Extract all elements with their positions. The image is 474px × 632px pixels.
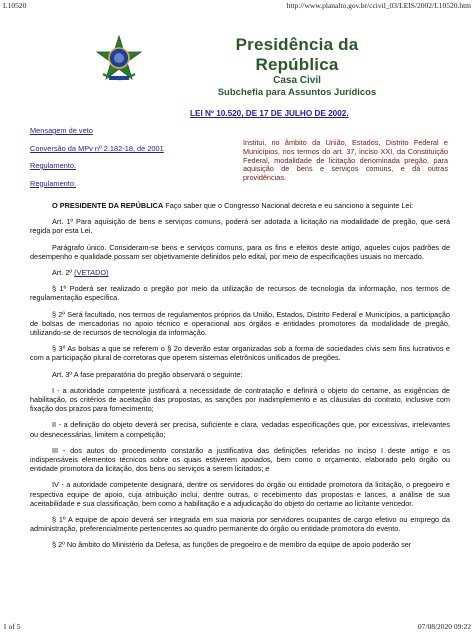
intro-rest: Faço saber que o Congresso Nacional decreta e eu sanciono a seguinte Lei: [163, 201, 414, 210]
art-1: Art. 1º Para aquisição de bens e serviços comuns, poderá ser adotada a licitação na modalidade de pregão, que será regida por esta Lei. [30, 217, 450, 236]
link-regulamento-1[interactable]: Regulamento. [30, 161, 77, 170]
print-header-url: http://www.planalto.gov.br/ccivil_03/LEIS/2002/L10520.htm [286, 1, 471, 10]
link-mensagem-veto[interactable]: Mensagem de veto [30, 126, 93, 135]
art-2-par-2: § 2º Será facultado, nos termos de regulamentos próprios da União, Estados, Distrito Federal e Municípios, a participação de bolsas de mercadorias no apoio técnico e operacional aos órgãos e entidades promotores da modalidade de pregão, utilizando-se de recursos de tecnologia da informação. [30, 309, 450, 338]
link-regulamento-2[interactable]: Regulamento. [30, 178, 77, 188]
brasao-icon [93, 34, 145, 86]
art-3-inciso-iii: III - dos autos do procedimento constarão a justificativa das definições referidas no inciso I deste artigo e os indispensáveis elementos técnicos sobre os quais estiverem apoiados, bem como o orçamento, elaborado pelo órgão ou entidade promotora da licitação, dos bens ou serviços a serem licitados; e [30, 445, 450, 474]
art-3: Art. 3º A fase preparatória do pregão observará o seguinte: [52, 369, 243, 379]
art-2 [30, 268, 450, 277]
related-links [30, 126, 230, 196]
intro-paragraph [30, 201, 450, 210]
print-header-title: L10520 [3, 1, 27, 10]
art-3-inciso-iv: IV - a autoridade competente designará, dentre os servidores do órgão ou entidade promotora da licitação, o pregoeiro e respectiva equipe de apoio, cuja atribuição inclui, dentre outras, o recebimento das propostas e lances, a análise de sua aceitabilidade e sua classificação, bem como a habilitação e a adjudicação do objeto do certame ao licitante vencedor. [30, 480, 450, 508]
masthead-text [202, 35, 392, 99]
law-title-link[interactable]: LEI Nº 10.520, DE 17 DE JULHO DE 2002. [190, 109, 349, 118]
link-conversao-mpv[interactable]: Conversão da MPv nº 2.182-18, de 2001 [30, 143, 164, 153]
art-2-label: Art. 2º [52, 268, 75, 278]
print-timestamp: 07/08/2020 09:22 [417, 622, 471, 631]
masthead-subtitle: Casa Civil [273, 75, 321, 86]
art-3-inciso-ii: II - a definição do objeto deverá ser precisa, suficiente e clara, vedadas especificações que, por excessivas, irrelevantes ou desnecessárias, limitem a competição; [30, 420, 450, 439]
page-count: 1 of 5 [3, 622, 21, 631]
vetado-link[interactable]: (VETADO) [74, 268, 109, 278]
art-2-par-3: § 3º As bolsas a que se referem o § 2o deverão estar organizadas sob a forma de sociedades civis sem fins lucrativos e com a participação plural de corretoras que operem sistemas eletrônicos unificados de pregões. [30, 344, 450, 363]
law-body [30, 201, 450, 557]
intro-bold: O PRESIDENTE DA REPÚBLICA [52, 201, 164, 210]
art-3-par-2: § 2º No âmbito do Ministério da Defesa, as funções de pregoeiro e de membro da equipe de apoio poderão ser [52, 540, 412, 550]
print-header [3, 1, 471, 10]
masthead-department: Subchefia para Assuntos Jurídicos [217, 87, 377, 98]
print-footer [3, 622, 471, 631]
art-3-par-1: § 1º A equipe de apoio deverá ser integrada em sua maioria por servidores ocupantes de cargo efetivo ou emprego da administração, preferencialmente pertencentes ao quadro permanente do órgão ou entidade promotora do evento. [30, 515, 450, 534]
ementa: Institui, no âmbito da União, Estados, Distrito Federal e Municípios, nos termos do art. 37, inciso XXI, da Constituição Federal, modalidade de licitação denominada pregão, para aquisição de bens e serviços comuns, e dá outras providências. [243, 138, 448, 183]
art-3-inciso-i: I - a autoridade competente justificará a necessidade de contratação e definirá o objeto do certame, as exigências de habilitação, os critérios de aceitação das propostas, as sanções por inadimplemento e as cláusulas do contrato, inclusive com fixação dos prazos para fornecimento; [30, 385, 450, 414]
art-1-paragrafo-unico: Parágrafo único. Consideram-se bens e serviços comuns, para os fins e efeitos deste artigo, aqueles cujos padrões de desempenho e qualidade possam ser objetivamente definidos pelo edital, por meio de especificações usuais no mercado. [30, 242, 450, 261]
masthead [30, 14, 450, 98]
masthead-title: Presidência da República [235, 35, 359, 74]
art-2-par-1: § 1º Poderá ser realizado o pregão por meio da utilização de recursos de tecnologia da informação, nos termos de regulamentação específica. [30, 284, 450, 303]
document-page [30, 14, 450, 550]
